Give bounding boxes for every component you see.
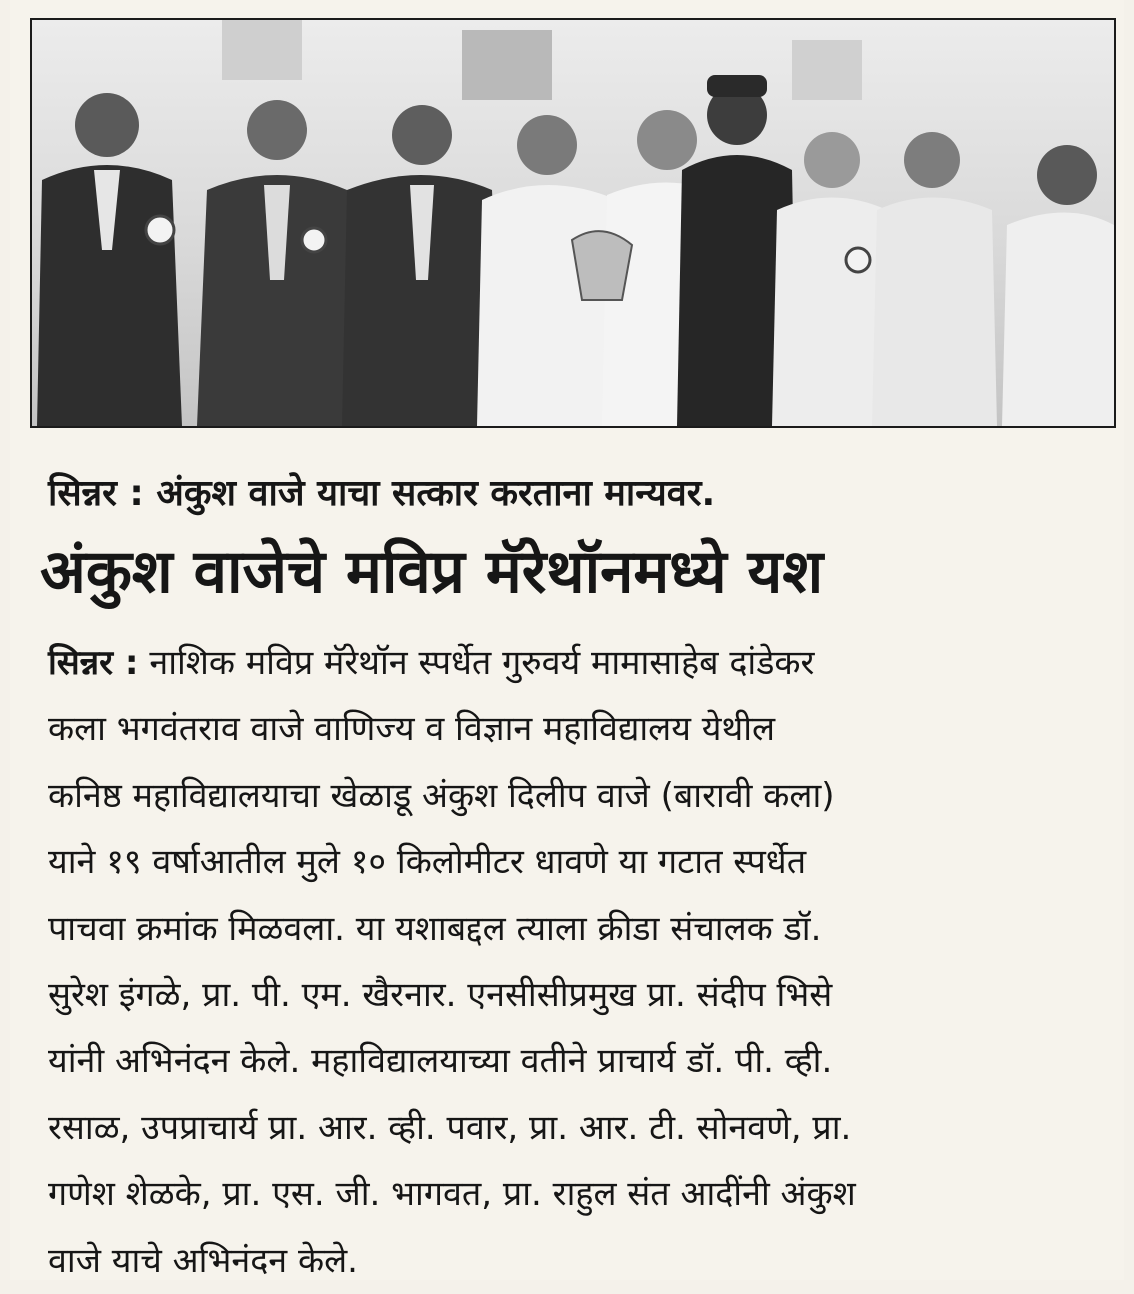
newspaper-clipping [10, 0, 1124, 1280]
article-line: पाचवा क्रमांक मिळवला. या यशाबद्दल त्याला क्रीडा संचालक डॉ. [48, 908, 822, 949]
photo-caption: सिन्नर : अंकुश वाजे याचा सत्कार करताना मान्यवर. [48, 473, 716, 514]
dateline: सिन्नर : [48, 643, 139, 683]
article-line: रसाळ, उपप्राचार्य प्रा. आर. व्ही. पवार, प्रा. आर. टी. सोनवणे, प्रा. [48, 1107, 852, 1148]
article-line: याने १९ वर्षाआतील मुले १० किलोमीटर धावणे या गटात स्पर्धेत [48, 842, 807, 883]
article-line: गणेश शेळके, प्रा. एस. जी. भागवत, प्रा. राहुल संत आदींनी अंकुश [48, 1174, 856, 1215]
news-photo [30, 18, 1116, 428]
article-line: सिन्नर : नाशिक मविप्र मॅरेथॉन स्पर्धेत गुरुवर्य मामासाहेब दांडेकर [48, 643, 815, 683]
article-line: वाजे याचे अभिनंदन केले. [48, 1240, 358, 1281]
article-line: यांनी अभिनंदन केले. महाविद्यालयाच्या वतीने प्राचार्य डॉ. पी. व्ही. [48, 1041, 833, 1082]
article-body [48, 630, 1118, 1294]
headline: अंकुश वाजेचे मविप्र मॅरेथॉनमध्ये यश [40, 537, 824, 607]
article-line: कनिष्ठ महाविद्यालयाचा खेळाडू अंकुश दिलीप वाजे (बारावी कला) [48, 775, 835, 816]
article-line: कला भगवंतराव वाजे वाणिज्य व विज्ञान महाविद्यालय येथील [48, 709, 776, 750]
article-line: सुरेश इंगळे, प्रा. पी. एम. खैरनार. एनसीसीप्रमुख प्रा. संदीप भिसे [48, 974, 833, 1015]
photo-illustration [32, 20, 1114, 426]
